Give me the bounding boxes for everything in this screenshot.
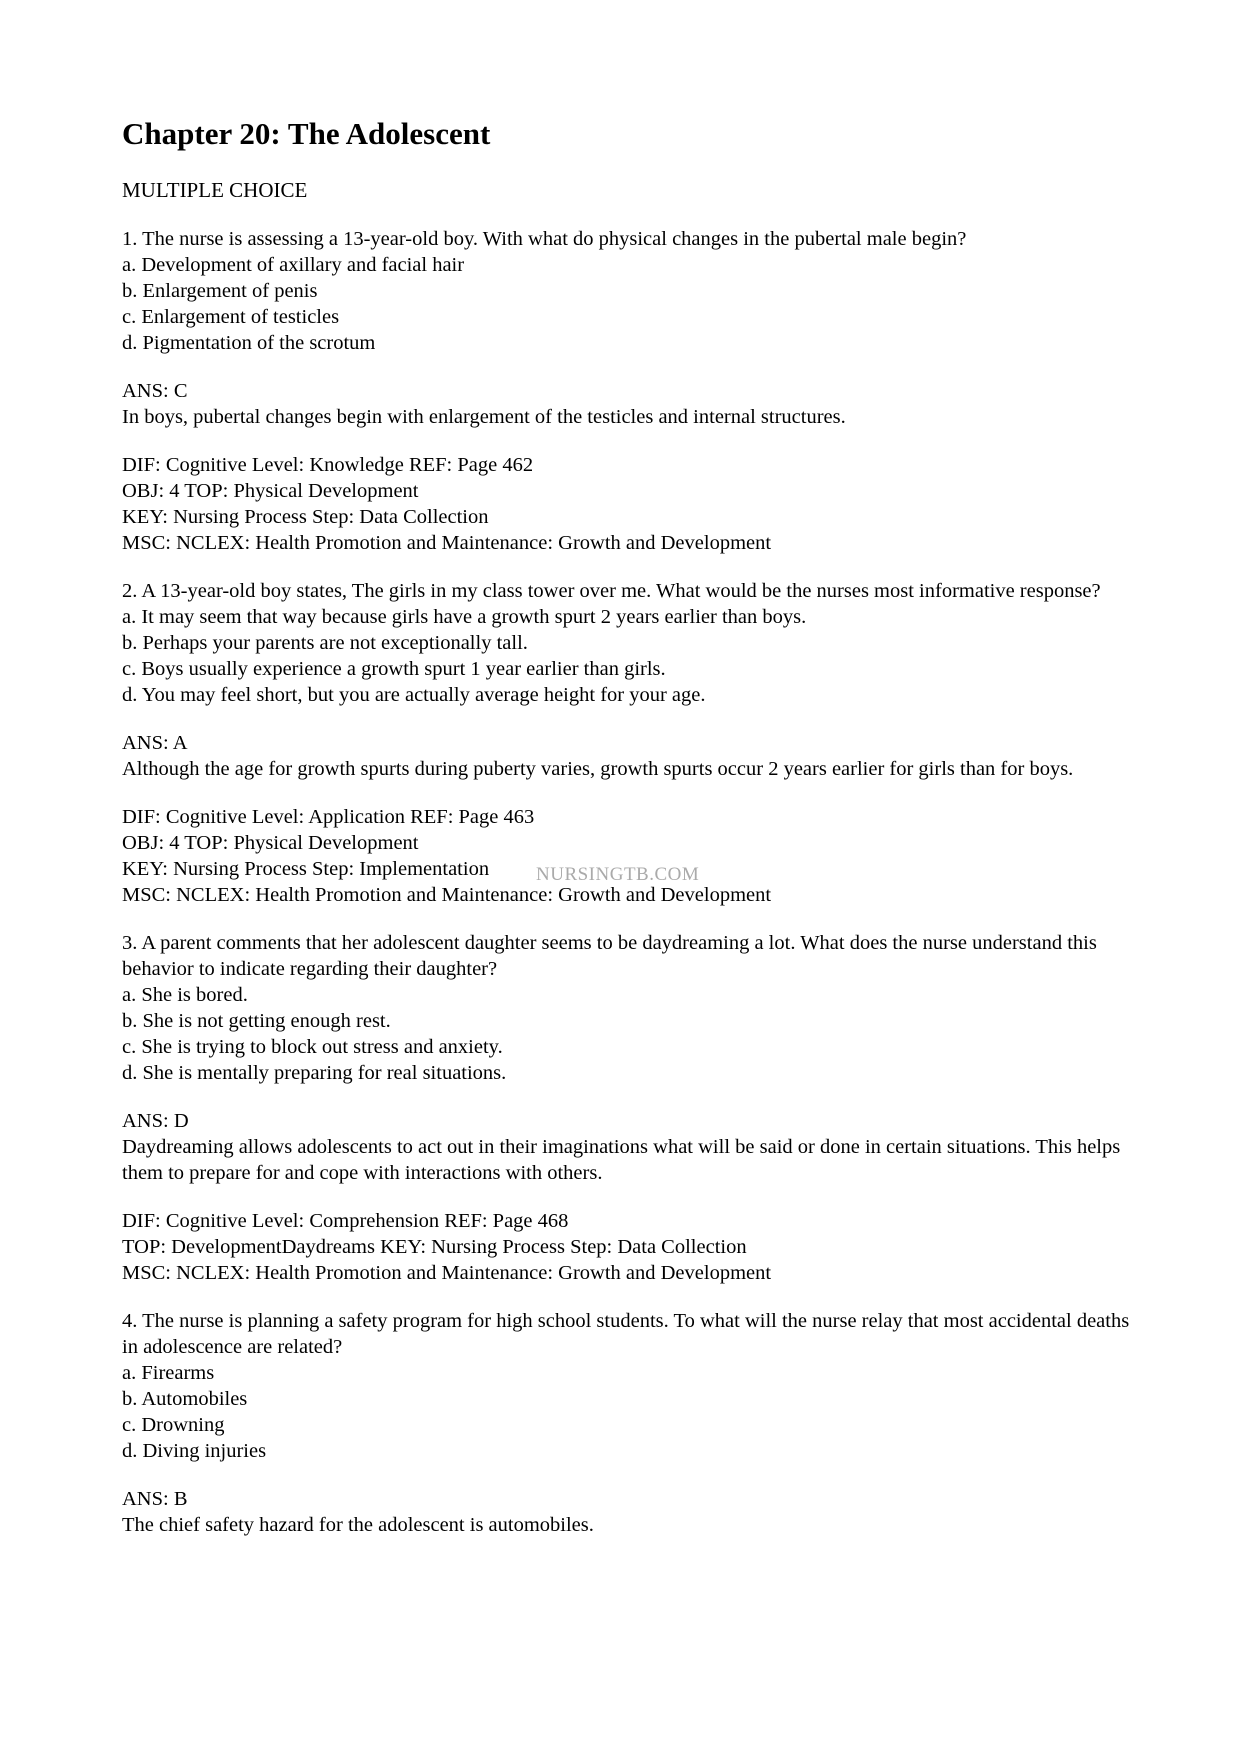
meta-line: TOP: DevelopmentDaydreams KEY: Nursing Process Step: Data Collection: [122, 1236, 747, 1258]
question-block: [122, 930, 1132, 1286]
question-block: [122, 578, 1132, 908]
answer-key: ANS: D: [122, 1110, 189, 1132]
meta-line: DIF: Cognitive Level: Knowledge REF: Page 462: [122, 454, 534, 476]
meta-line: OBJ: 4 TOP: Physical Development: [122, 480, 419, 502]
answer-option: c. Boys usually experience a growth spurt 1 year earlier than girls.: [122, 658, 666, 680]
answer-option: c. She is trying to block out stress and anxiety.: [122, 1036, 503, 1058]
rationale: The chief safety hazard for the adolescent is automobiles.: [122, 1514, 594, 1536]
answer-option: b. Perhaps your parents are not exceptionally tall.: [122, 632, 528, 654]
question-stem: 3. A parent comments that her adolescent daughter seems to be daydreaming a lot. What does the nurse understand this behavior to indicate regarding their daughter?: [122, 932, 1097, 980]
answer-option: a. She is bored.: [122, 984, 248, 1006]
question-stem: 1. The nurse is assessing a 13-year-old boy. With what do physical changes in the pubertal male begin?: [122, 228, 967, 250]
meta-line: MSC: NCLEX: Health Promotion and Maintenance: Growth and Development: [122, 884, 772, 906]
rationale: Daydreaming allows adolescents to act out in their imaginations what will be said or done in certain situations. This helps them to prepare for and cope with interactions with others.: [122, 1136, 1121, 1184]
answer-option: c. Enlargement of testicles: [122, 306, 340, 328]
watermark: NURSINGTB.COM: [536, 864, 700, 885]
rationale: Although the age for growth spurts during puberty varies, growth spurts occur 2 years earlier for girls than for boys.: [122, 758, 1074, 780]
answer-option: d. Diving injuries: [122, 1440, 267, 1462]
meta-line: KEY: Nursing Process Step: Data Collection: [122, 506, 489, 528]
section-label: MULTIPLE CHOICE: [122, 178, 308, 202]
answer-option: b. She is not getting enough rest.: [122, 1010, 391, 1032]
question-block: [122, 1308, 1132, 1538]
answer-option: b. Automobiles: [122, 1388, 248, 1410]
answer-option: a. Development of axillary and facial hair: [122, 254, 465, 276]
answer-option: c. Drowning: [122, 1414, 225, 1436]
meta-line: DIF: Cognitive Level: Application REF: Page 463: [122, 806, 535, 828]
meta-line: DIF: Cognitive Level: Comprehension REF: Page 468: [122, 1210, 569, 1232]
answer-key: ANS: B: [122, 1488, 188, 1510]
answer-option: a. It may seem that way because girls have a growth spurt 2 years earlier than boys.: [122, 606, 807, 628]
chapter-title: Chapter 20: The Adolescent: [122, 116, 491, 151]
answer-option: d. You may feel short, but you are actually average height for your age.: [122, 684, 706, 706]
question-block: [122, 226, 1132, 556]
meta-line: KEY: Nursing Process Step: Implementation: [122, 858, 490, 880]
meta-line: OBJ: 4 TOP: Physical Development: [122, 832, 419, 854]
question-stem: 2. A 13-year-old boy states, The girls in my class tower over me. What would be the nurses most informative response?: [122, 580, 1101, 602]
answer-key: ANS: A: [122, 732, 188, 754]
meta-line: MSC: NCLEX: Health Promotion and Maintenance: Growth and Development: [122, 532, 772, 554]
meta-line: MSC: NCLEX: Health Promotion and Maintenance: Growth and Development: [122, 1262, 772, 1284]
answer-key: ANS: C: [122, 380, 188, 402]
rationale: In boys, pubertal changes begin with enlargement of the testicles and internal structures.: [122, 406, 846, 428]
question-stem: 4. The nurse is planning a safety program for high school students. To what will the nurse relay that most accidental deaths in adolescence are related?: [122, 1310, 1130, 1358]
answer-option: a. Firearms: [122, 1362, 215, 1384]
answer-option: b. Enlargement of penis: [122, 280, 318, 302]
answer-option: d. She is mentally preparing for real situations.: [122, 1062, 507, 1084]
answer-option: d. Pigmentation of the scrotum: [122, 332, 376, 354]
